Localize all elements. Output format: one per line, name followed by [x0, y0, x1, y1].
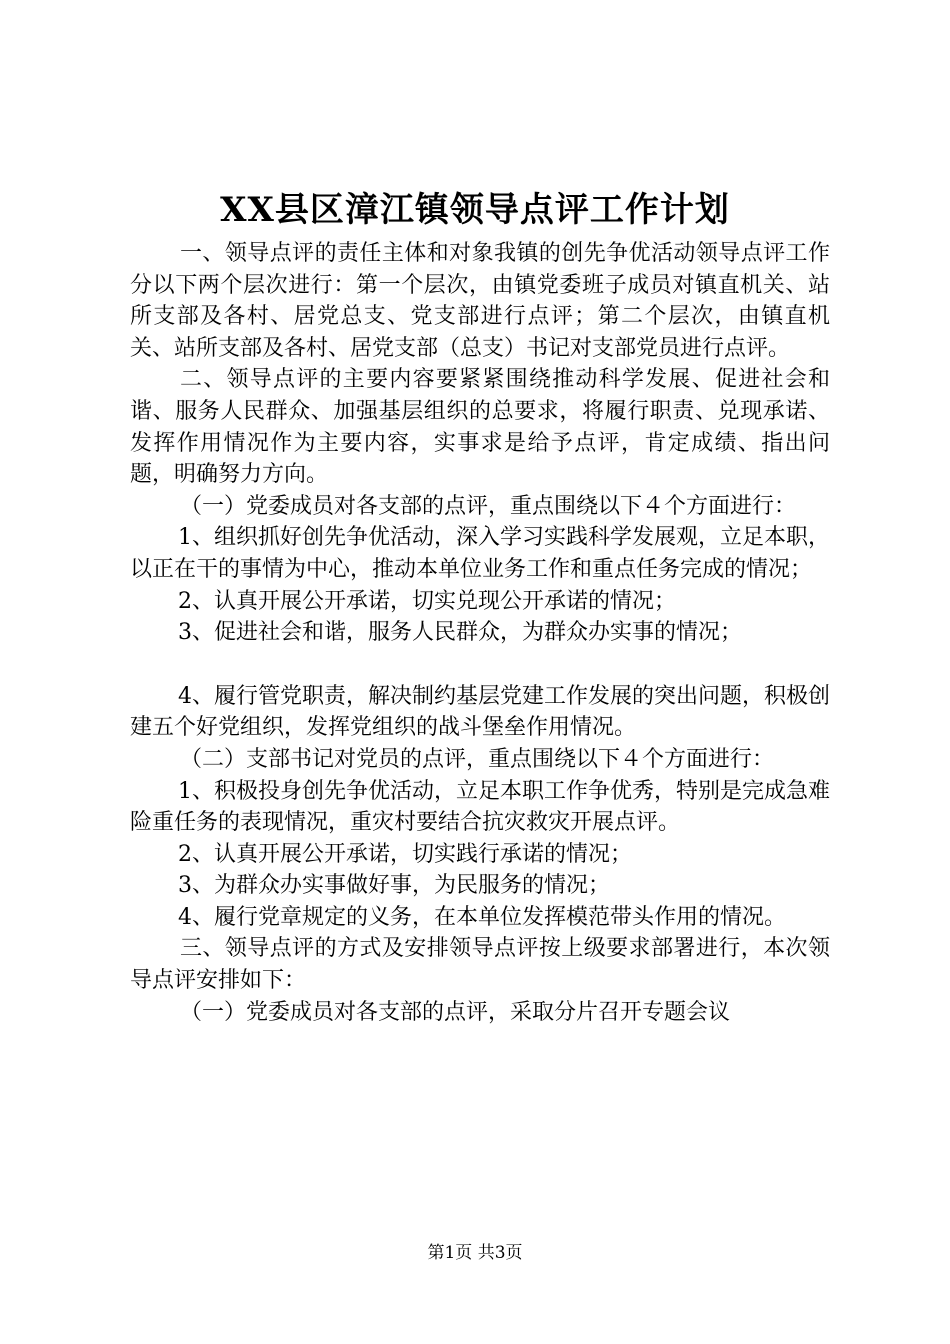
list-item-2-4: 4、履行党章规定的义务，在本单位发挥模范带头作用的情况。: [178, 904, 786, 930]
paragraph-spacer: [130, 649, 830, 681]
paragraph-section-2: 二、领导点评的主要内容要紧紧围绕推动科学发展、促进社会和谐、服务人民群众、加强基层组织的总要求，将履行职责、兑现承诺、发挥作用情况作为主要内容，实事求是给予点评，肯定成绩、指出问题，明确努力方向。: [130, 367, 830, 488]
list-item-1-3: 3、促进社会和谐，服务人民群众，为群众办实事的情况；: [178, 620, 742, 646]
list-item-1-4: 4、履行管党职责，解决制约基层党建工作发展的突出问题，积极创建五个好党组织，发挥党组织的战斗堡垒作用情况。: [130, 683, 830, 741]
page-number-footer: 第1页 共3页: [427, 1243, 523, 1263]
paragraph-subsection-3: （一）党委成员对各支部的点评，采取分片召开专题会议: [180, 999, 731, 1025]
list-item-1-2: 2、认真开展公开承诺，切实兑现公开承诺的情况；: [178, 588, 676, 614]
list-item-2-2: 2、认真开展公开承诺，切实践行承诺的情况；: [178, 841, 632, 867]
paragraph-section-3: 三、领导点评的方式及安排领导点评按上级要求部署进行，本次领导点评安排如下：: [130, 936, 830, 994]
paragraph-section-1: 一、领导点评的责任主体和对象我镇的创先争优活动领导点评工作分以下两个层次进行：第一个层次，由镇党委班子成员对镇直机关、站所支部及各村、居党总支、党支部进行点评；第二个层次，由镇直机关、站所支部及各村、居党支部（总支）书记对支部党员进行点评。: [130, 241, 830, 361]
paragraph-subsection-2: （二）支部书记对党员的点评，重点围绕以下４个方面进行：: [180, 746, 775, 772]
list-item-1-1: 1、组织抓好创先争优活动，深入学习实践科学发展观，立足本职，以正在干的事情为中心，推动本单位业务工作和重点任务完成的情况；: [130, 525, 830, 582]
list-item-2-1: 1、积极投身创先争优活动，立足本职工作争优秀，特别是完成急难险重任务的表现情况，重灾村要结合抗灾救灾开展点评。: [130, 778, 830, 836]
paragraph-subsection-1: （一）党委成员对各支部的点评，重点围绕以下４个方面进行：: [180, 493, 797, 519]
document-body: [130, 238, 830, 1028]
document-title: XX县区漳江镇领导点评工作计划: [220, 190, 730, 230]
list-item-2-3: 3、为群众办实事做好事，为民服务的情况；: [178, 873, 610, 899]
